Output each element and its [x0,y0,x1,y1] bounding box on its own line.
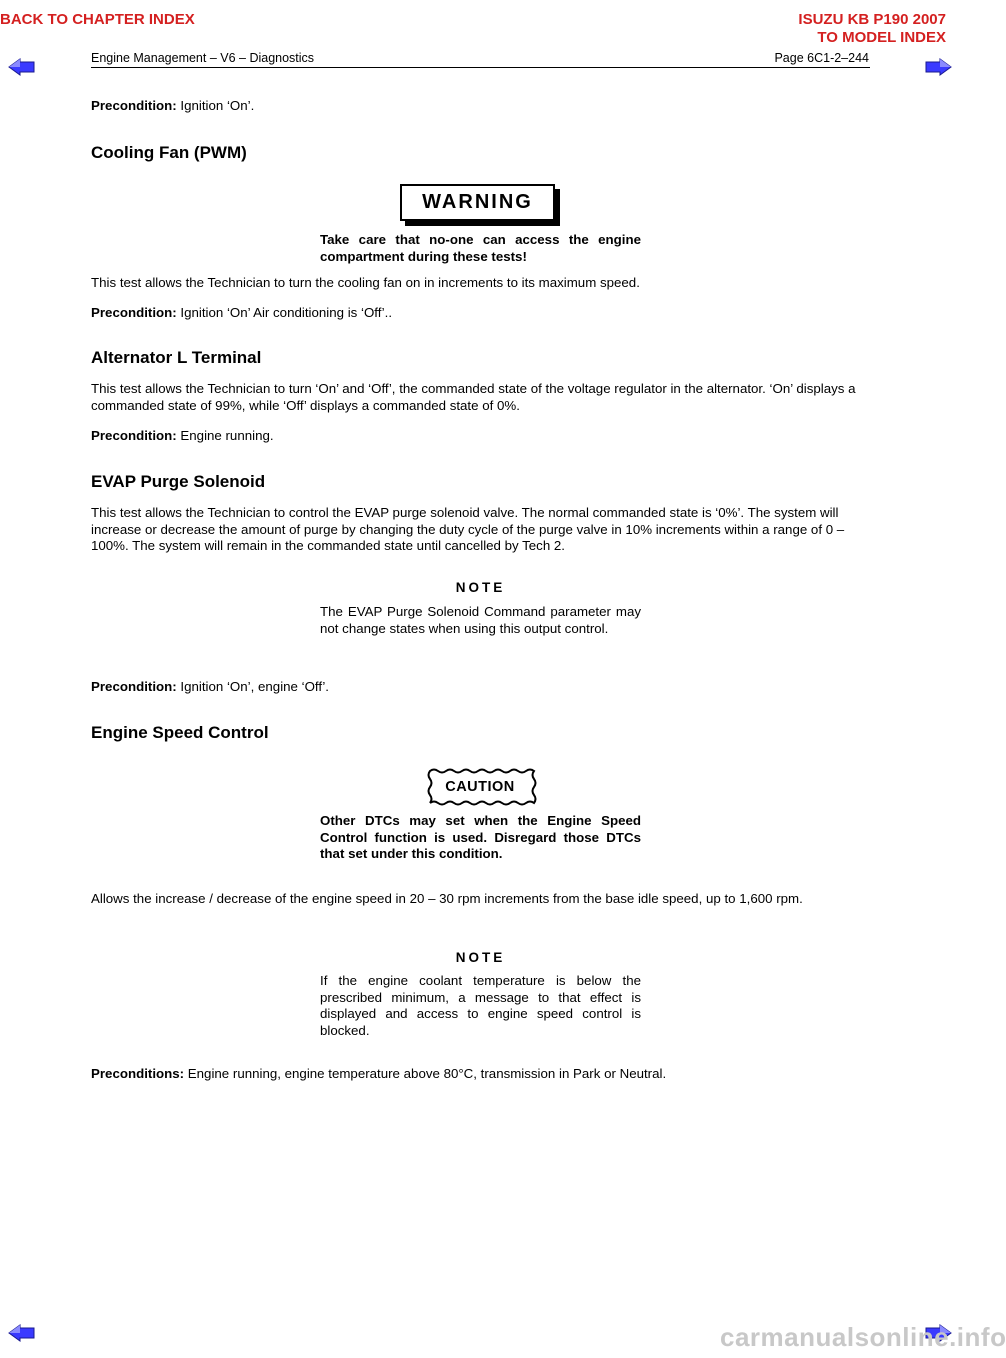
alternator-body: This test allows the Technician to turn ‘On’ and ‘Off’, the commanded state of the voltage regulator in the alternator. ‘On’ displays a commanded state of 99%, while ‘Off’ displays a commanded state of 0%. [91,381,856,413]
model-title-link[interactable]: ISUZU KB P190 2007 [798,11,946,28]
intro-precondition [91,98,871,115]
precondition-label: Precondition: [91,305,177,320]
precondition-text: Ignition ‘On’, engine ‘Off’. [180,679,329,694]
caution-label: CAUTION [445,779,515,795]
warning-badge [400,184,555,221]
engine-speed-preconditions [91,1066,871,1083]
note-title: NOTE [455,950,506,965]
warning-label: WARNING [422,191,533,213]
precondition-label: Precondition: [91,679,177,694]
precondition-label: Precondition: [91,428,177,443]
evap-heading: EVAP Purge Solenoid [91,472,266,491]
precondition-label: Precondition: [91,98,177,113]
evap-note-text: The EVAP Purge Solenoid Command parameter may not change states when using this output control. [320,604,641,636]
prev-page-arrow-icon[interactable] [8,59,36,75]
document-title: Engine Management – V6 – Diagnostics [91,51,315,65]
alternator-precondition [91,428,871,445]
engine-speed-note-text: If the engine coolant temperature is below the prescribed minimum, a message to that effect is displayed and access to engine speed control is blocked. [320,973,641,1038]
engine-speed-caution-text: Other DTCs may set when the Engine Speed Control function is used. Disregard those DTCs that set under this condition. [320,813,641,861]
preconditions-text: Engine running, engine temperature above 80°C, transmission in Park or Neutral. [187,1066,667,1081]
header-rule [91,67,870,68]
precondition-text: Ignition ‘On’ Air conditioning is ‘Off’.. [180,305,393,320]
prev-page-arrow-icon[interactable] [8,1325,36,1341]
back-to-chapter-index-link[interactable]: BACK TO CHAPTER INDEX [0,11,195,28]
next-page-arrow-icon[interactable] [924,59,952,75]
precondition-text: Ignition ‘On’. [180,98,255,113]
note-title: NOTE [455,580,506,595]
watermark: carmanualsonline.info [720,1322,1006,1352]
cooling-fan-warning-text: Take care that no-one can access the engine compartment during these tests! [320,232,641,264]
precondition-text: Engine running. [180,428,274,443]
cooling-fan-body: This test allows the Technician to turn the cooling fan on in increments to its maximum speed. [91,275,640,290]
caution-badge [426,767,534,807]
evap-body: This test allows the Technician to control the EVAP purge solenoid valve. The normal commanded state is ‘0%’. The system will increase or decrease the amount of purge by changing the duty cycle of the purge valve in 10% increments within a range of 0 – 100%. The system will remain in the commanded state until cancelled by Tech 2. [91,505,845,553]
preconditions-label: Preconditions: [91,1066,185,1081]
engine-speed-body: Allows the increase / decrease of the engine speed in 20 – 30 rpm increments from the base idle speed, up to 1,600 rpm. [91,891,803,906]
alternator-heading: Alternator L Terminal [91,348,262,367]
evap-precondition [91,679,871,696]
to-model-index-link[interactable]: TO MODEL INDEX [817,29,946,46]
cooling-fan-heading: Cooling Fan (PWM) [91,143,247,162]
engine-speed-heading: Engine Speed Control [91,723,269,742]
page-number: Page 6C1-2–244 [774,51,869,65]
cooling-fan-precondition [91,305,871,322]
